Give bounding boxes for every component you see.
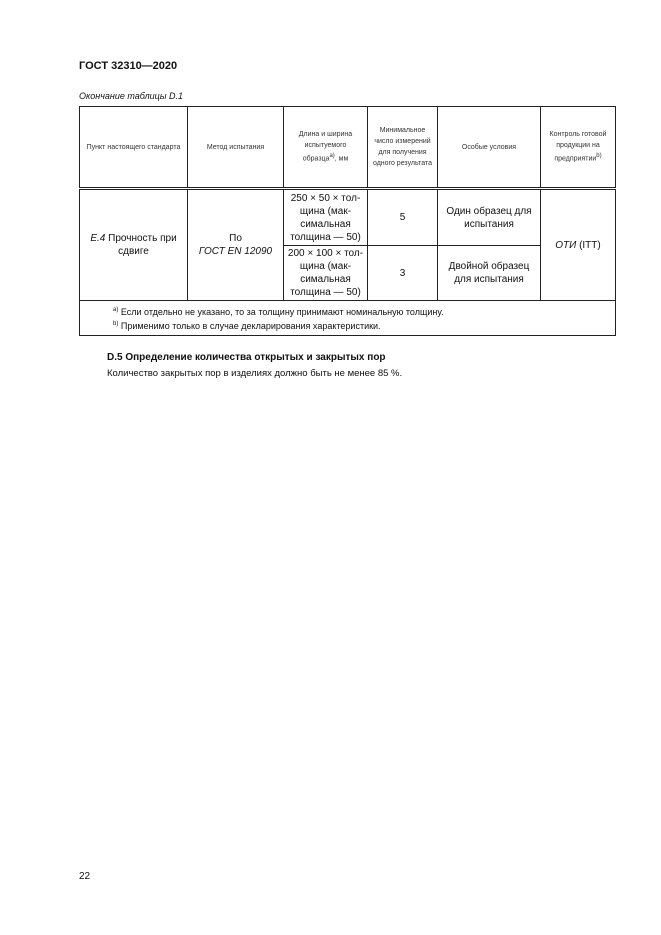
header-cell: Минимальное число измерений для получения одного результата	[368, 107, 438, 189]
test-table	[79, 106, 616, 336]
section-title: D.5 Определение количества открытых и закрытых пор	[107, 352, 386, 363]
document-header: ГОСТ 32310—2020	[79, 60, 178, 72]
footnotes-row	[80, 301, 616, 336]
table-header-row	[80, 107, 616, 189]
condition-cell: Двойной образец для испытания	[438, 246, 541, 301]
footnotes-cell	[80, 301, 616, 336]
header-cell: Метод испытания	[188, 107, 284, 189]
count-cell: 5	[368, 189, 438, 246]
header-cell: Особые условия	[438, 107, 541, 189]
clause-cell: E.4 Прочность при сдвиге	[80, 189, 188, 301]
count-cell: 3	[368, 246, 438, 301]
header-cell: Контроль готовой продукции на предприятии$^{b)}$	[541, 107, 616, 189]
table-caption: Окончание таблицы D.1	[79, 91, 183, 101]
condition-cell: Один образец для испытания	[438, 189, 541, 246]
size-cell: 200 × 100 × толщина (максимальная толщина — 50)	[284, 246, 368, 301]
header-cell: Длина и ширина испытуемого образца$^{a)}$, мм	[284, 107, 368, 189]
footnote: $^{a)}$ Если отдельно не указано, то за толщину принимают номинальную толщину.	[113, 307, 444, 317]
method-cell: По ГОСТ EN 12090	[188, 189, 284, 301]
section-text: Количество закрытых пор в изделиях должно быть не менее 85 %.	[107, 368, 403, 379]
page-number: 22	[79, 871, 91, 882]
size-cell: 250 × 50 × толщина (максимальная толщина — 50)	[284, 189, 368, 246]
footnote: $^{b)}$ Применимо только в случае декларирования характеристики.	[113, 321, 381, 331]
control-cell: ОТИ (ITT)	[541, 189, 616, 301]
table-row	[80, 189, 616, 246]
header-cell: Пункт настоящего стандарта	[80, 107, 188, 189]
